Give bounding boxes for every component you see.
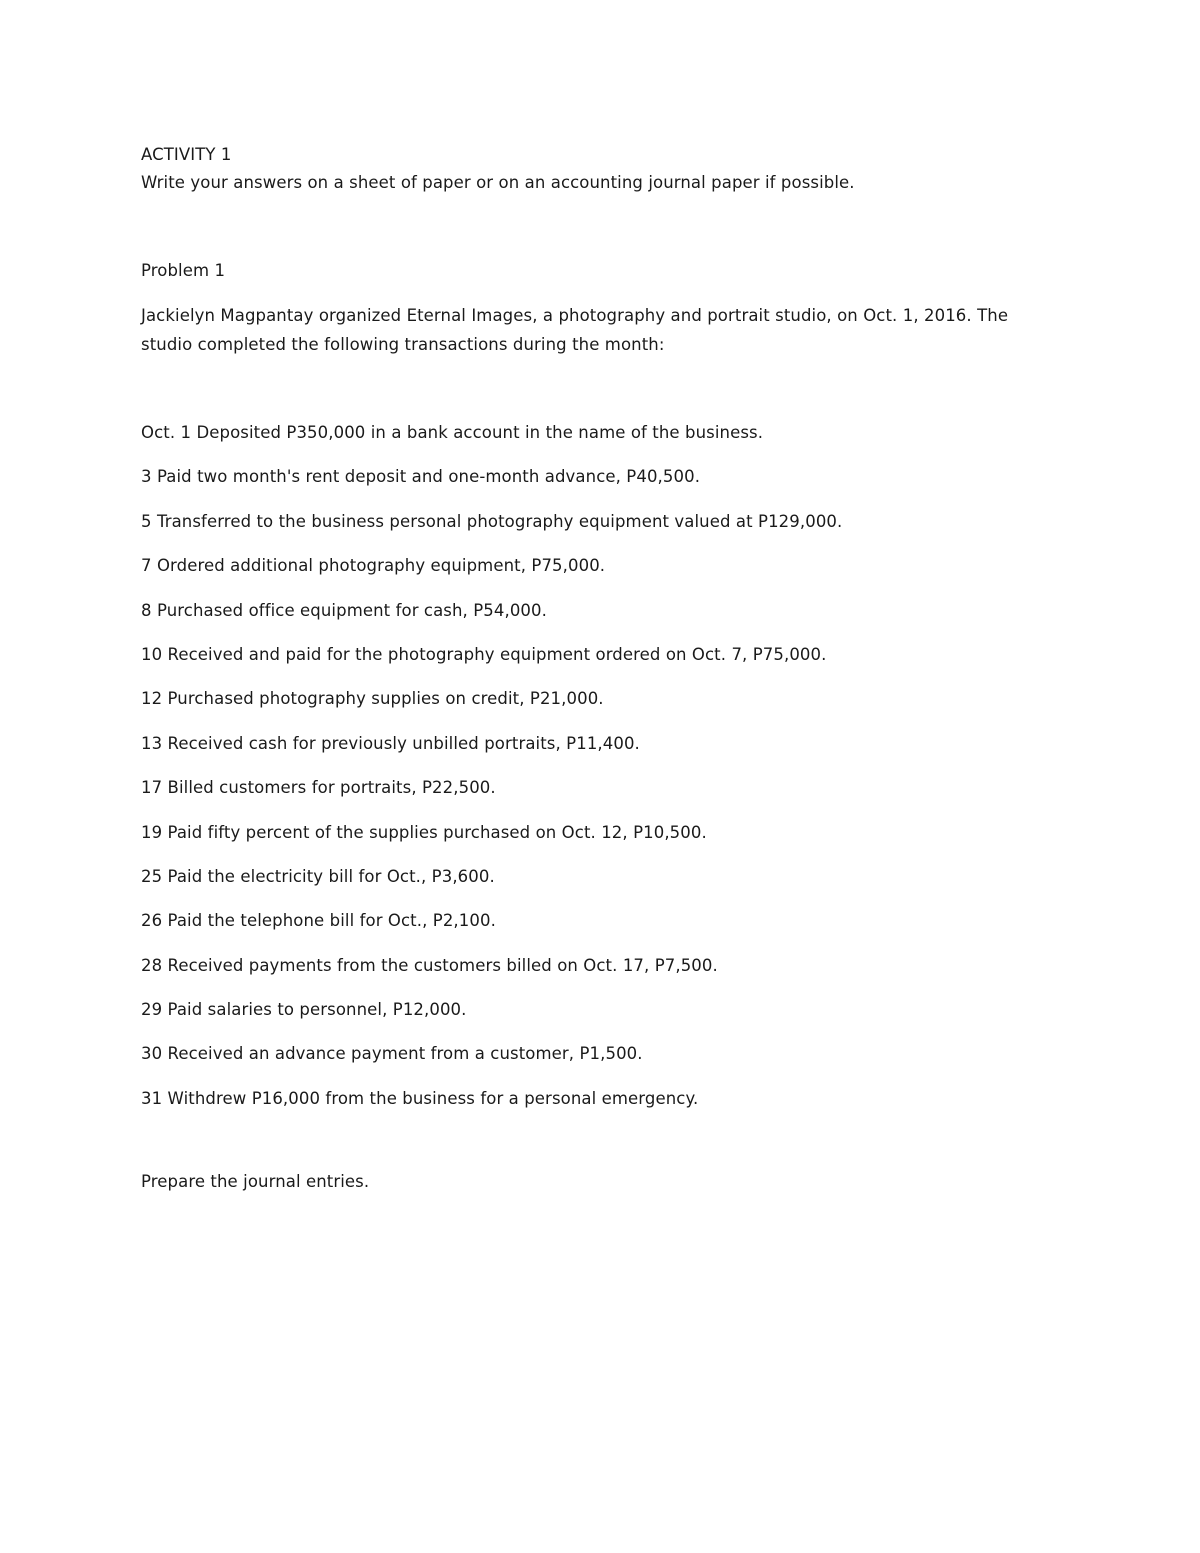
transaction-item: 10 Received and paid for the photography equipment ordered on Oct. 7, P75,000. <box>141 644 827 664</box>
problem-title: Problem 1 <box>141 261 226 280</box>
conclusion-text: Prepare the journal entries. <box>141 1172 370 1191</box>
transaction-list <box>141 422 842 1132</box>
problem-intro-line-1: Jackielyn Magpantay organized Eternal Images, a photography and portrait studio, on Oct. 1, 2016. The <box>141 306 1009 325</box>
transaction-item: 8 Purchased office equipment for cash, P54,000. <box>141 600 547 620</box>
transaction-item: 17 Billed customers for portraits, P22,500. <box>141 778 496 798</box>
transaction-item: 31 Withdrew P16,000 from the business for a personal emergency. <box>141 1088 699 1108</box>
transaction-item: 19 Paid fifty percent of the supplies purchased on Oct. 12, P10,500. <box>141 822 707 842</box>
transaction-item: 3 Paid two month's rent deposit and one-month advance, P40,500. <box>141 467 701 487</box>
instructions-text: Write your answers on a sheet of paper or on an accounting journal paper if possible. <box>141 173 855 192</box>
activity-title: ACTIVITY 1 <box>141 145 232 164</box>
transaction-item: 12 Purchased photography supplies on credit, P21,000. <box>141 689 604 709</box>
transaction-item: 28 Received payments from the customers billed on Oct. 17, P7,500. <box>141 955 718 975</box>
transaction-item: Oct. 1 Deposited P350,000 in a bank account in the name of the business. <box>141 423 764 442</box>
transaction-item: 26 Paid the telephone bill for Oct., P2,100. <box>141 911 496 931</box>
problem-intro-line-2: studio completed the following transactions during the month: <box>141 335 665 354</box>
transaction-item: 29 Paid salaries to personnel, P12,000. <box>141 1000 467 1020</box>
transaction-item: 25 Paid the electricity bill for Oct., P3,600. <box>141 866 495 886</box>
transaction-item: 7 Ordered additional photography equipment, P75,000. <box>141 556 606 576</box>
transaction-item: 5 Transferred to the business personal photography equipment valued at P129,000. <box>141 511 843 531</box>
transaction-item: 13 Received cash for previously unbilled portraits, P11,400. <box>141 733 640 753</box>
transaction-item: 30 Received an advance payment from a customer, P1,500. <box>141 1044 643 1064</box>
